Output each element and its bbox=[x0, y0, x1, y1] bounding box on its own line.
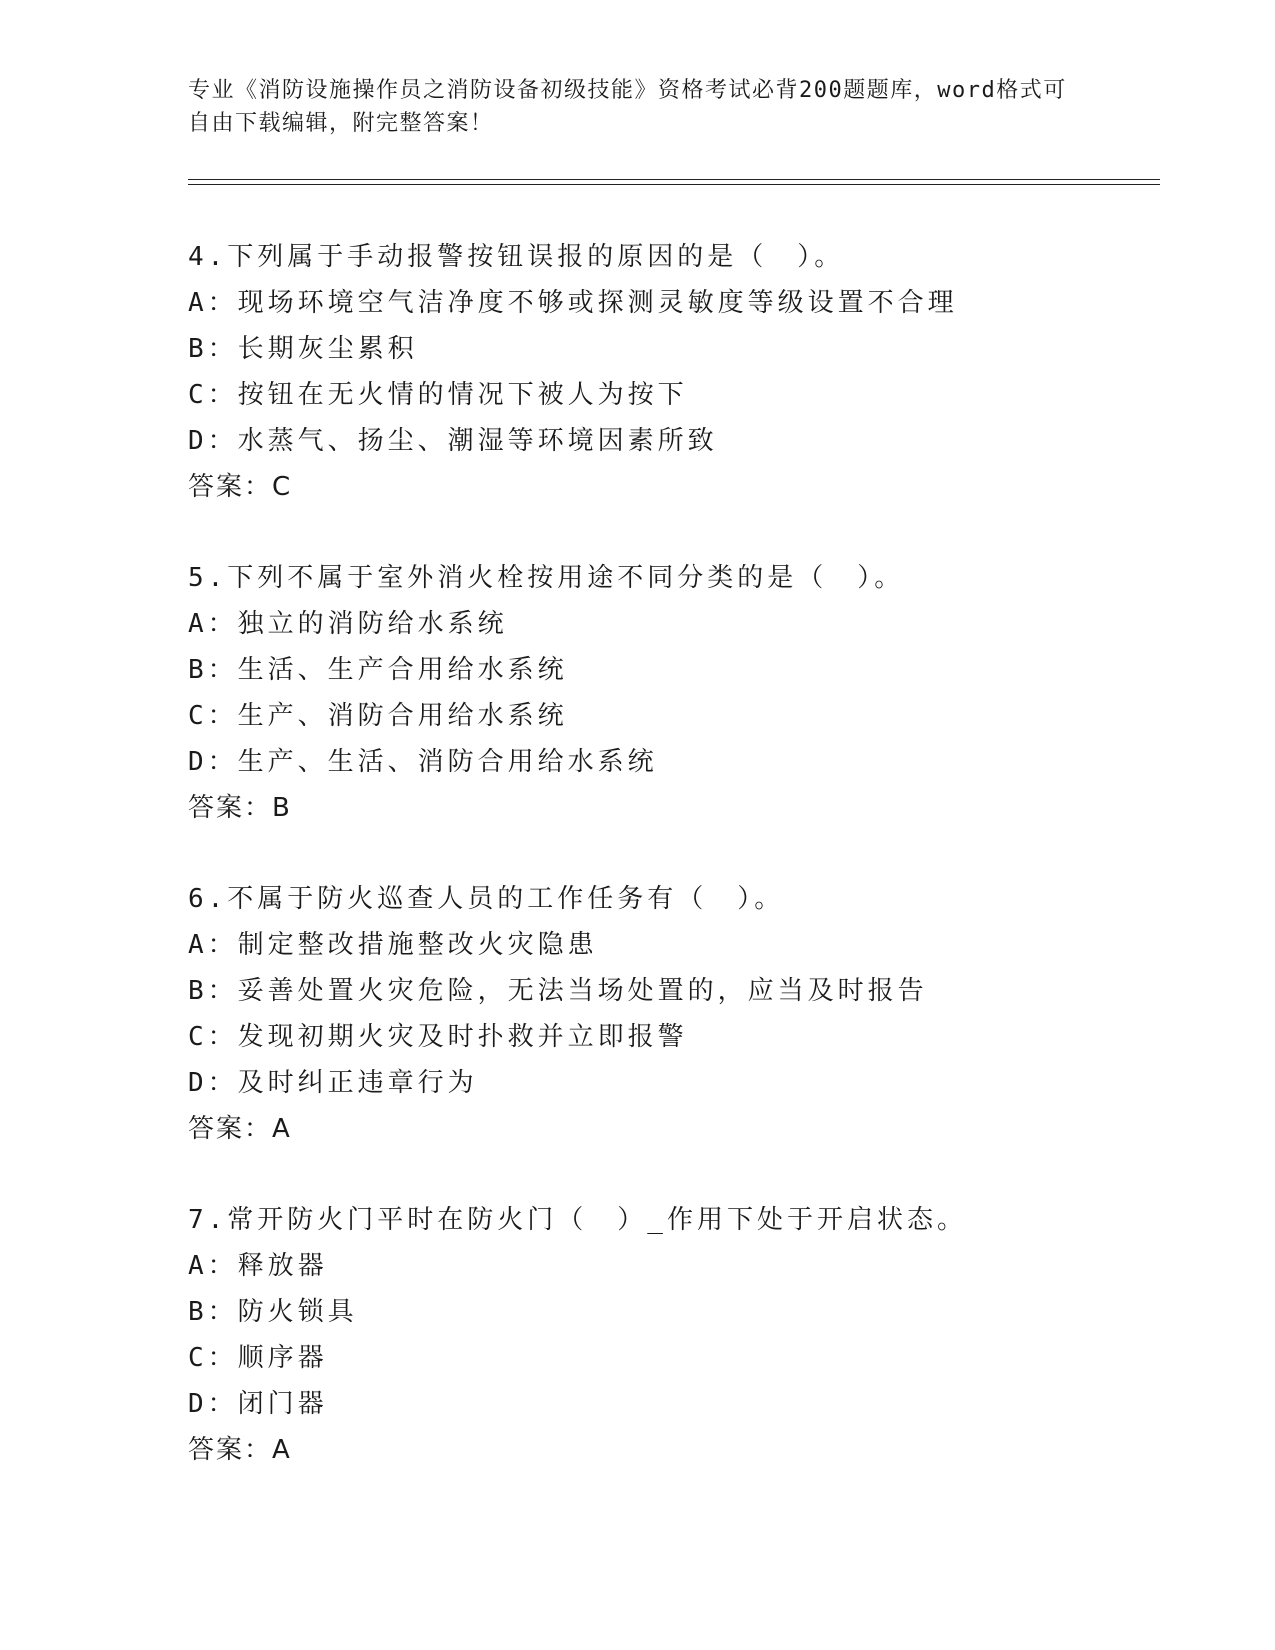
header-divider-top bbox=[188, 179, 1160, 180]
question-stem: 5.下列不属于室外消火栓按用途不同分类的是（ ）。 bbox=[188, 563, 905, 593]
question-stem: 4.下列属于手动报警按钮误报的原因的是（ ）。 bbox=[188, 242, 845, 272]
question-list bbox=[188, 234, 1168, 1518]
question-stem: 6.不属于防火巡查人员的工作任务有（ ）。 bbox=[188, 884, 785, 914]
option-a: A：独立的消防给水系统 bbox=[188, 609, 508, 639]
question-5 bbox=[188, 555, 1168, 876]
option-a: A：制定整改措施整改火灾隐患 bbox=[188, 930, 598, 960]
option-b: B：长期灰尘累积 bbox=[188, 334, 418, 364]
option-b: B：防火锁具 bbox=[188, 1297, 358, 1327]
document-header-title: 专业《消防设施操作员之消防设备初级技能》资格考试必背200题题库，word格式可自由下载编辑，附完整答案！ bbox=[188, 78, 1067, 136]
question-stem: 7.常开防火门平时在防火门（ ）_作用下处于开启状态。 bbox=[188, 1205, 967, 1235]
option-c: C：生产、消防合用给水系统 bbox=[188, 701, 568, 731]
option-c: C：按钮在无火情的情况下被人为按下 bbox=[188, 380, 688, 410]
option-b: B：妥善处置火灾危险，无法当场处置的，应当及时报告 bbox=[188, 976, 928, 1006]
option-d: D：生产、生活、消防合用给水系统 bbox=[188, 747, 658, 777]
option-d: D：及时纠正违章行为 bbox=[188, 1068, 478, 1098]
answer-line: 答案：C bbox=[188, 472, 293, 502]
answer-line: 答案：A bbox=[188, 1435, 292, 1465]
option-d: D：闭门器 bbox=[188, 1389, 328, 1419]
answer-line: 答案：A bbox=[188, 1114, 292, 1144]
question-7 bbox=[188, 1197, 1168, 1518]
option-d: D：水蒸气、扬尘、潮湿等环境因素所致 bbox=[188, 426, 718, 456]
option-c: C：顺序器 bbox=[188, 1343, 328, 1373]
option-a: A：释放器 bbox=[188, 1251, 328, 1281]
option-b: B：生活、生产合用给水系统 bbox=[188, 655, 568, 685]
option-a: A：现场环境空气洁净度不够或探测灵敏度等级设置不合理 bbox=[188, 288, 958, 318]
question-4 bbox=[188, 234, 1168, 555]
question-6 bbox=[188, 876, 1168, 1197]
header-divider-bottom bbox=[188, 184, 1160, 185]
answer-line: 答案：B bbox=[188, 793, 292, 823]
option-c: C：发现初期火灾及时扑救并立即报警 bbox=[188, 1022, 688, 1052]
